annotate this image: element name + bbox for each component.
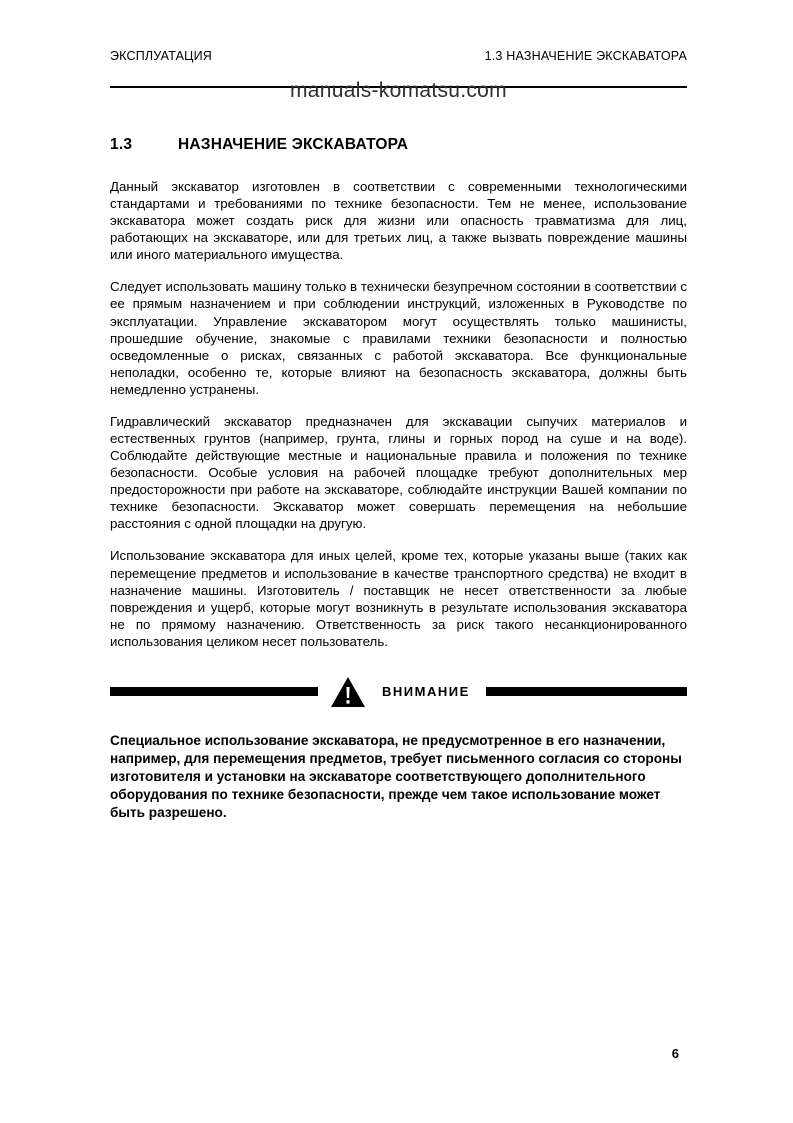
section-heading <box>110 136 687 154</box>
paragraph-2: Следует использовать машину только в технически безупречном состоянии в соответствии с ее прямым назначением и при соблюдении инструкций, изложенных в Руководстве по эксплуатации. Управление экскаватором могут осуществлять только машинисты, прошедшие обучение, знакомые с правилами техники безопасности и полностью осведомленные о рисках, связанных с работой экскаватора. Все функциональные неполадки, особенно те, которые влияют на безопасность экскаватора, должны быть немедленно устранены. <box>110 279 687 397</box>
warning-note: Специальное использование экскаватора, не предусмотренное в его назначении, например, для перемещения предметов, требует письменного согласия со стороны изготовителя и установки на экскаваторе соответствующего дополнительного оборудования по технике безопасности, прежде чем такое использование может быть разрешено. <box>110 732 682 821</box>
watermark-text: manuals-komatsu.com <box>290 79 507 102</box>
paragraph-3: Гидравлический экскаватор предназначен для экскавации сыпучих материалов и естественных грунтов (например, грунта, глины и горных пород на суше и на воде). Соблюдайте действующие местные и национальные правила и положения по технике безопасности. Особые условия на рабочей площадке требуют дополнительных мер предосторожности при работе на экскаваторе, соблюдайте инструкции Вашей компании по технике безопасности. Экскаватор может совершать перемещения на небольшие расстояния с одной площадки на другую. <box>110 413 687 532</box>
warning-banner <box>110 676 687 708</box>
section-title: НАЗНАЧЕНИЕ ЭКСКАВАТОРА <box>178 136 409 153</box>
header-section-label: ЭКСПЛУАТАЦИЯ <box>110 49 213 63</box>
page-header <box>110 49 687 63</box>
page-body <box>110 136 687 822</box>
header-chapter-label: 1.3 НАЗНАЧЕНИЕ ЭКСКАВАТОРА <box>484 49 687 63</box>
warning-label: ВНИМАНИЕ <box>382 684 470 700</box>
warning-triangle-icon <box>330 676 366 708</box>
paragraph-4: Использование экскаватора для иных целей, кроме тех, которые указаны выше (таких как перемещение предметов и использование в качестве транспортного средства) не входит в назначение машины. Изготовитель / поставщик не несет ответственности за любые повреждения и ущерб, которые могут возникнуть в результате использования экскаватора не по прямому назначению. Ответственность за риск такого несанкционированного использования целиком несет пользователь. <box>110 548 687 649</box>
paragraph-1: Данный экскаватор изготовлен в соответствии с современными технологическими стандартами и требованиями по технике безопасности. Тем не менее, использование экскаватора может создать риск для жизни или опасность травматизма для лиц, работающих на экскаваторе, или для третьих лиц, а также вызвать повреждение машины или иного материального имущества. <box>110 179 687 263</box>
page-number: 6 <box>671 1046 679 1061</box>
warning-bar-right <box>486 687 687 696</box>
warning-bar-left <box>110 687 318 696</box>
section-number: 1.3 <box>110 136 133 153</box>
